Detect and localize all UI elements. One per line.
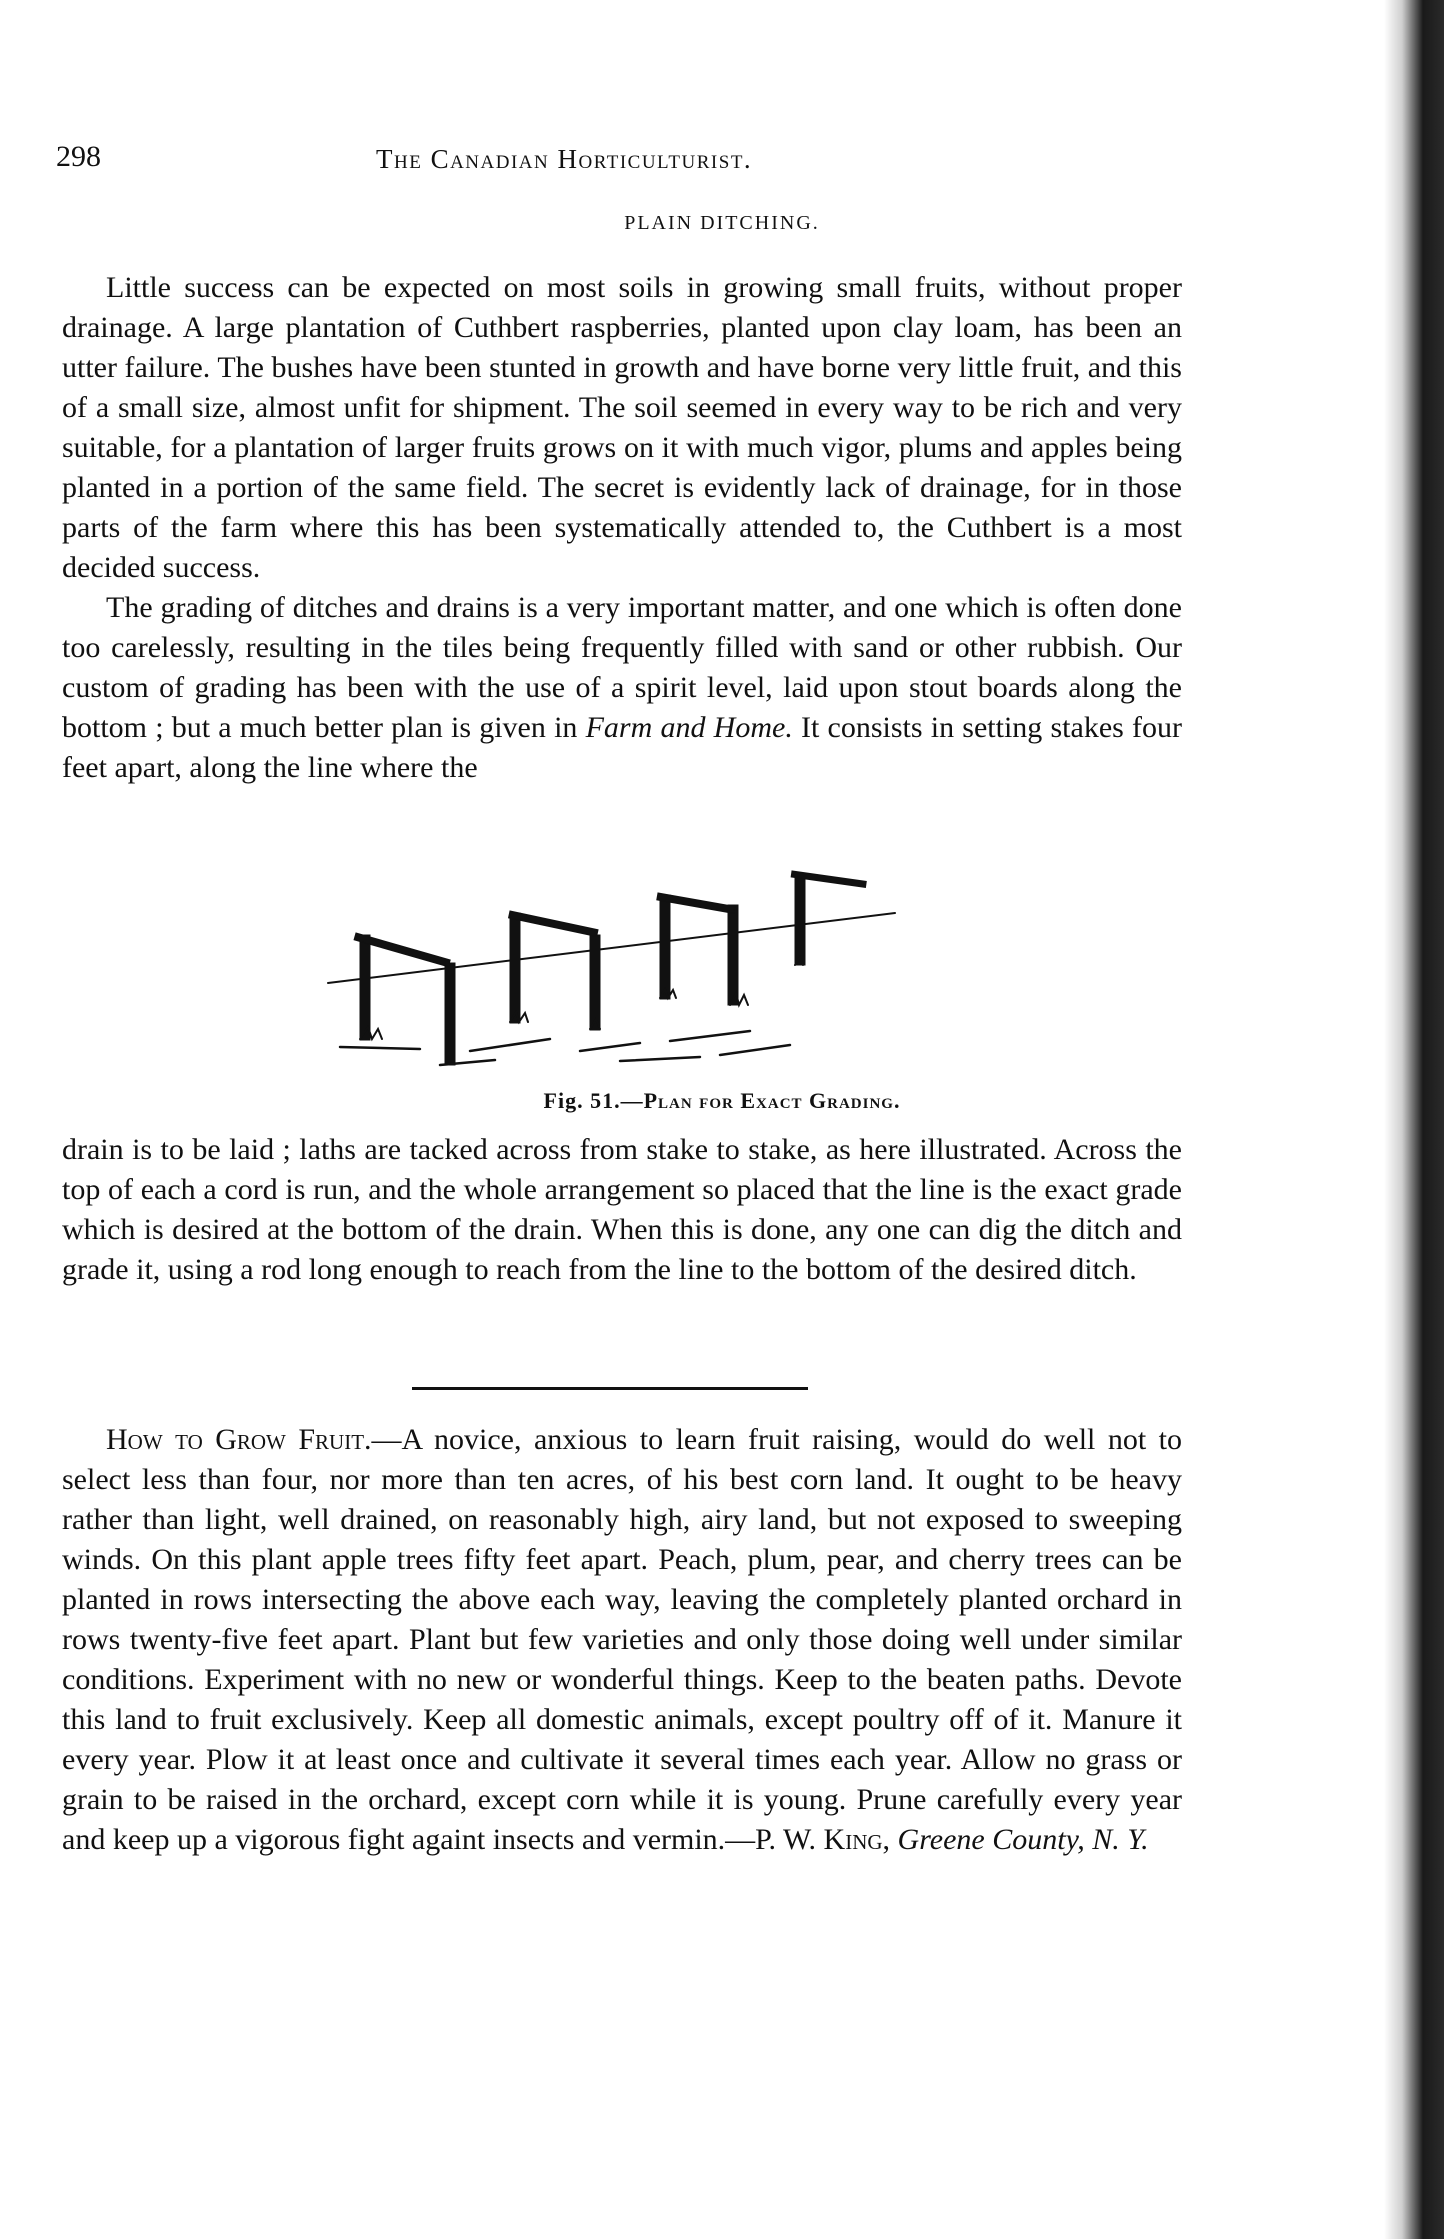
article-author: P. W. King, — [755, 1823, 891, 1856]
paragraph-laths: drain is to be laid ; laths are tacked across from stake to stake, as here illustrated. Across the top of each a cord is run, and the whole arrangement so placed that the line is the exact grade which is desired at the bottom of the drain. When this is done, any one can dig the ditch and grade it, using a rod long enough to reach from the line to the bottom of the desired ditch. — [62, 1133, 1182, 1286]
stake-7 — [795, 873, 805, 965]
stake-5 — [660, 895, 670, 999]
section-divider — [412, 1387, 808, 1390]
lath-2 — [509, 911, 598, 937]
scan-margin-edge — [1384, 0, 1444, 2239]
section-title: PLAIN DITCHING. — [624, 212, 820, 234]
article-heading: How to Grow Fruit. — [106, 1423, 372, 1456]
article-body-top — [62, 268, 1182, 788]
stake-6 — [728, 905, 738, 1005]
caption-text: Plan for Exact Grading. — [643, 1088, 901, 1113]
article-body: —A novice, anxious to learn fruit raising, would do well not to select less than four, nor more than ten acres, of his best corn land. It ought to be heavy rather than light, well drained, on reasonably high, airy land, but not exposed to sweeping winds. On this plant apple trees fifty feet apart. Peach, plum, pear, and cherry trees can be planted in rows intersecting the above each way, leaving the completely planted orchard in rows twenty-five feet apart. Plant but few varieties and only those doing well under similar conditions. Experiment with no new or wonderful things. Keep to the beaten paths. Devote this land to fruit exclusively. Keep all domestic animals, except poultry off of it. Manure it every year. Plow it at least once and cultivate it several times each year. Allow no grass or grain to be raised in the orchard, except corn while it is young. Prune carefully every year and keep up a vigorous fight againt insects and vermin.— — [62, 1423, 1182, 1856]
running-title: The Canadian Horticulturist. — [376, 144, 753, 174]
article-location: Greene County, N. Y. — [897, 1823, 1149, 1856]
figure-caption — [0, 1088, 1444, 1114]
stake-2 — [445, 963, 455, 1065]
paragraph-grow-fruit — [62, 1420, 1182, 1860]
stake-4 — [590, 935, 600, 1030]
source-title: Farm and Home. — [585, 711, 793, 744]
article-body-bottom — [62, 1130, 1182, 1290]
caption-number: Fig. 51.— — [543, 1088, 644, 1113]
paragraph-grading-end: It consists in setting stakes four feet apart, along the line where the — [62, 711, 1183, 784]
paragraph-grading — [62, 588, 1182, 788]
article-grow-fruit — [62, 1420, 1182, 1860]
ground-lines — [340, 1031, 790, 1065]
paragraph-grading-start: The grading of ditches and drains is a very important matter, and one which is often done too carelessly, resulting in the tiles being frequently filled with sand or other rubbish. Our custom of grading has been with the use of a spirit level, laid upon stout boards along the bottom ; but a much better plan is given in — [62, 591, 1182, 744]
page-number: 298 — [56, 140, 101, 173]
stake-1 — [360, 935, 370, 1040]
grade-cord — [328, 913, 895, 983]
page-header — [56, 140, 1186, 180]
paragraph-drainage: Little success can be expected on most soils in growing small fruits, without proper drainage. A large plantation of Cuthbert raspberries, planted upon clay loam, has been an utter failure. The bushes have been stunted in growth and have borne very little fruit, and this of a small size, almost unfit for shipment. The soil seemed in every way to be rich and very suitable, for a plantation of larger fruits grows on it with much vigor, plums and apples being planted in a portion of the same field. The secret is evidently lack of drainage, for in those parts of the farm where this has been systematically attended to, the Cuthbert is a most decided success. — [62, 271, 1182, 584]
stake-3 — [510, 913, 520, 1023]
figure-grading-illustration — [320, 855, 900, 1075]
